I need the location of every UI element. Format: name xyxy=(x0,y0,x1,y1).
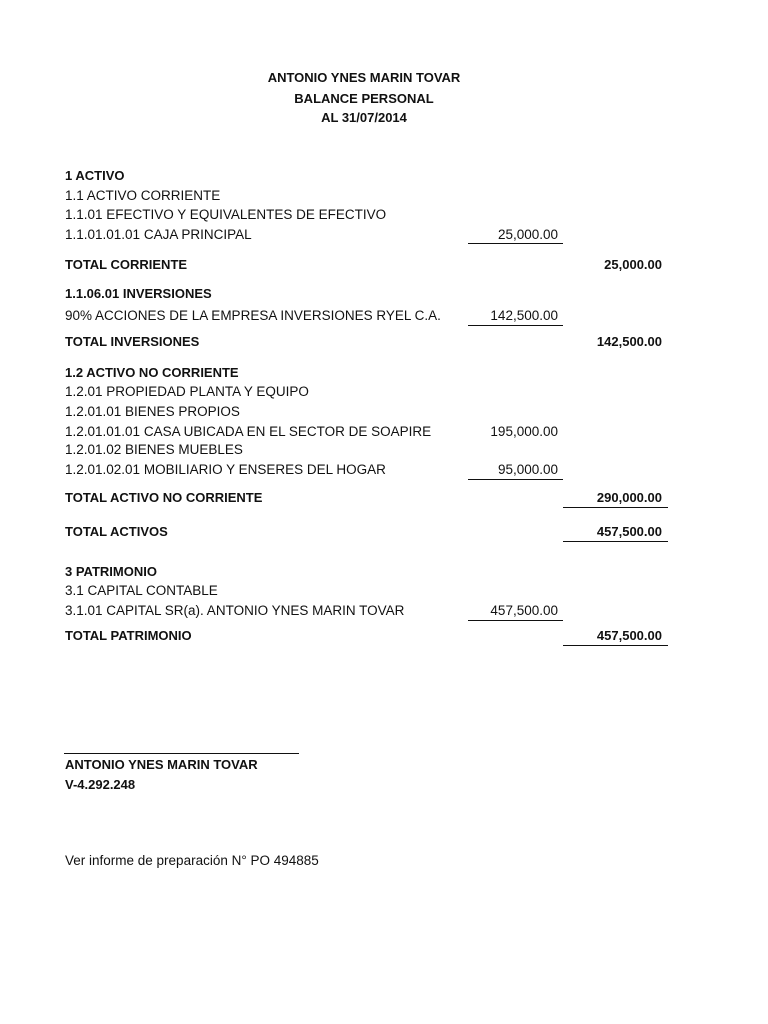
capital-contable-label: 3.1 CAPITAL CONTABLE xyxy=(65,583,218,598)
bienes-muebles-label: 1.2.01.02 BIENES MUEBLES xyxy=(65,442,243,457)
mobiliario-underline xyxy=(468,479,563,480)
inversiones-heading: 1.1.06.01 INVERSIONES xyxy=(65,286,212,301)
efectivo-label: 1.1.01 EFECTIVO Y EQUIVALENTES DE EFECTIVO xyxy=(65,207,387,222)
no-corriente-heading: 1.2 ACTIVO NO CORRIENTE xyxy=(65,365,239,380)
preparation-note: Ver informe de preparación N° PO 494885 xyxy=(65,853,319,868)
capital-label: 3.1.01 CAPITAL SR(a). ANTONIO YNES MARIN TOVAR xyxy=(65,603,405,618)
capital-underline xyxy=(468,620,563,621)
total-no-corriente-underline xyxy=(563,507,668,508)
signature-name: ANTONIO YNES MARIN TOVAR xyxy=(65,757,258,772)
acciones-amount: 142,500.00 xyxy=(490,308,558,323)
total-activos-underline xyxy=(563,541,668,542)
bienes-propios-label: 1.2.01.01 BIENES PROPIOS xyxy=(65,404,240,419)
caja-underline xyxy=(468,243,563,244)
signature-line xyxy=(64,753,299,754)
caja-principal-amount: 25,000.00 xyxy=(497,227,558,242)
document-date: AL 31/07/2014 xyxy=(321,110,407,125)
total-no-corriente-label: TOTAL ACTIVO NO CORRIENTE xyxy=(65,490,263,505)
total-inversiones-label: TOTAL INVERSIONES xyxy=(65,334,200,349)
acciones-underline xyxy=(468,325,563,326)
capital-amount: 457,500.00 xyxy=(490,603,558,618)
casa-amount: 195,000.00 xyxy=(490,424,558,439)
total-activos-amount: 457,500.00 xyxy=(596,524,662,539)
total-no-corriente-amount: 290,000.00 xyxy=(596,490,662,505)
caja-principal-label: 1.1.01.01.01 CAJA PRINCIPAL xyxy=(65,227,252,242)
activo-heading: 1 ACTIVO xyxy=(65,168,125,183)
propiedad-label: 1.2.01 PROPIEDAD PLANTA Y EQUIPO xyxy=(65,384,309,399)
total-patrimonio-underline xyxy=(563,645,668,646)
owner-name-header: ANTONIO YNES MARIN TOVAR xyxy=(267,70,461,85)
acciones-label: 90% ACCIONES DE LA EMPRESA INVERSIONES RYEL C.A. xyxy=(65,308,441,323)
total-corriente-label: TOTAL CORRIENTE xyxy=(65,257,188,272)
total-activos-label: TOTAL ACTIVOS xyxy=(65,524,168,539)
signature-id: V-4.292.248 xyxy=(65,777,136,792)
total-patrimonio-amount: 457,500.00 xyxy=(596,628,662,643)
mobiliario-label: 1.2.01.02.01 MOBILIARIO Y ENSERES DEL HOGAR xyxy=(65,462,386,477)
casa-label: 1.2.01.01.01 CASA UBICADA EN EL SECTOR DE SOAPIRE xyxy=(65,424,432,439)
document-title: BALANCE PERSONAL xyxy=(294,91,434,106)
total-inversiones-amount: 142,500.00 xyxy=(596,334,662,349)
total-corriente-amount: 25,000.00 xyxy=(604,257,662,272)
patrimonio-heading: 3 PATRIMONIO xyxy=(65,564,157,579)
total-patrimonio-label: TOTAL PATRIMONIO xyxy=(65,628,192,643)
mobiliario-amount: 95,000.00 xyxy=(497,462,558,477)
activo-corriente-label: 1.1 ACTIVO CORRIENTE xyxy=(65,188,221,203)
